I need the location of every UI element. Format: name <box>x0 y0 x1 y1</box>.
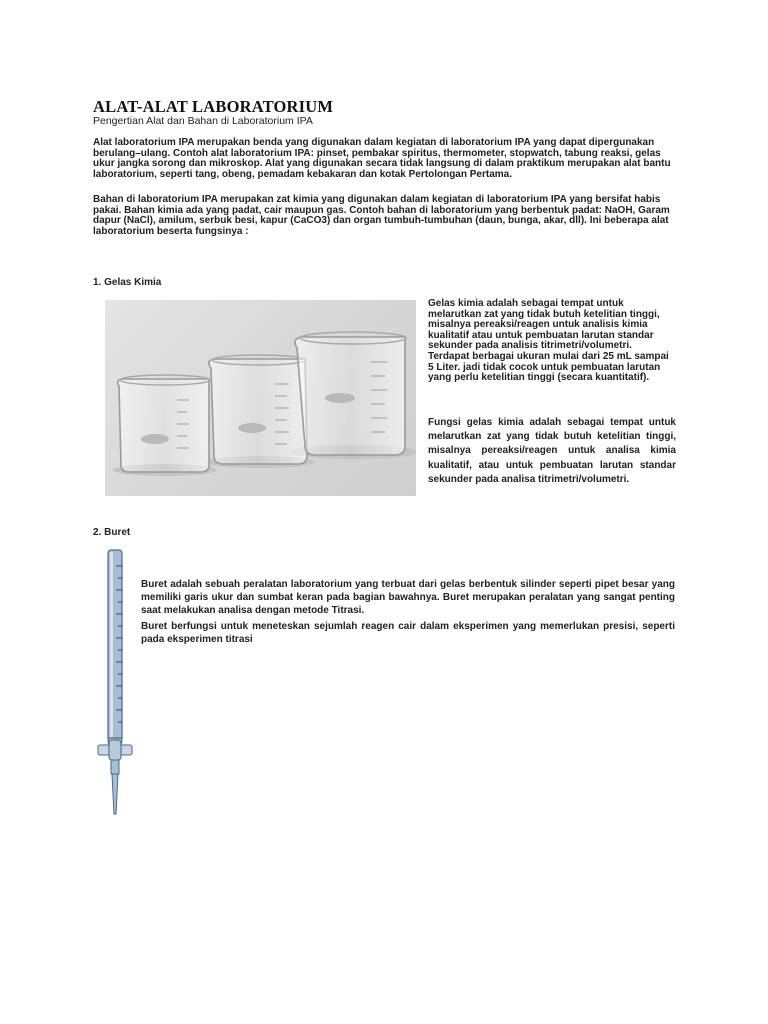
buret-illustration <box>96 548 136 818</box>
intro-paragraph-1: Alat laboratorium IPA merupakan benda yang digunakan dalam kegiatan di laboratorium IPA yang dapat dipergunakan berulang–ulang. Contoh alat laboratorium IPA: pinset, pembakar spiritus, thermometer, stopwatch, tabung reaksi, gelas ukur jangka sorong dan mikroskop. Alat yang digunakan secara tidak langsung di dalam praktikum merupakan alat bantu laboratorium, seperti tang, obeng, pemadam kebakaran dan kotak Pertolongan Pertama. <box>93 137 671 180</box>
beaker-large <box>295 332 406 455</box>
buret-function: Buret berfungsi untuk meneteskan sejumlah reagen cair dalam eksperimen yang memerlukan presisi, seperti pada eksperimen titrasi <box>141 621 675 645</box>
beaker-small <box>118 375 210 472</box>
section-heading-buret: 2. Buret <box>93 527 131 538</box>
buret-description: Buret adalah sebuah peralatan laboratorium yang terbuat dari gelas berbentuk silinder seperti pipet besar yang memiliki garis ukur dan sumbat keran pada bagian bawahnya. Buret merupakan peralatan yang sangat penting saat melakukan analisa dengan metode Titrasi. <box>141 579 675 616</box>
page-subtitle: Pengertian Alat dan Bahan di Laboratorium IPA <box>93 115 313 127</box>
section-heading-gelas-kimia: 1. Gelas Kimia <box>93 277 162 288</box>
gelas-kimia-description: Gelas kimia adalah sebagai tempat untuk melarutkan zat yang tidak butuh ketelitian tinggi, misalnya pereaksi/reagen untuk analisis kimia kualitatif atau untuk pembuatan larutan standar sekunder pada analisis titrimetri/volumetri. Terdapat berbagai ukuran mulai dari 25 mL sampai 5 Liter. jadi tidak cocok untuk pembuatan larutan yang perlu ketelitian tinggi (secara kuantitatif). <box>428 298 669 384</box>
page-title: ALAT-ALAT LABORATORIUM <box>93 97 334 116</box>
intro-paragraph-2: Bahan di laboratorium IPA merupakan zat kimia yang digunakan dalam kegiatan di laboratorium IPA yang bersifat habis pakai. Bahan kimia ada yang padat, cair maupun gas. Contoh bahan di laboratorium yang berbentuk padat: NaOH, Garam dapur (NaCl), amilum, serbuk besi, kapur (CaCO3) dan organ tumbuh-tumbuhan (daun, bunga, akar, dll). Ini beberapa alat laboratorium beserta fungsinya : <box>93 194 670 237</box>
beakers-illustration <box>105 300 416 496</box>
beakers-photo <box>105 300 416 496</box>
gelas-kimia-function: Fungsi gelas kimia adalah sebagai tempat untuk melarutkan zat yang tidak butuh ketelitian tinggi, misalnya pereaksi/reagen untuk analisa kimia kualitatif, atau untuk pembuatan larutan standar sekunder pada analisa titrimetri/volumetri. <box>428 417 676 485</box>
beaker-medium <box>209 355 307 464</box>
buret-drawing <box>96 548 136 818</box>
